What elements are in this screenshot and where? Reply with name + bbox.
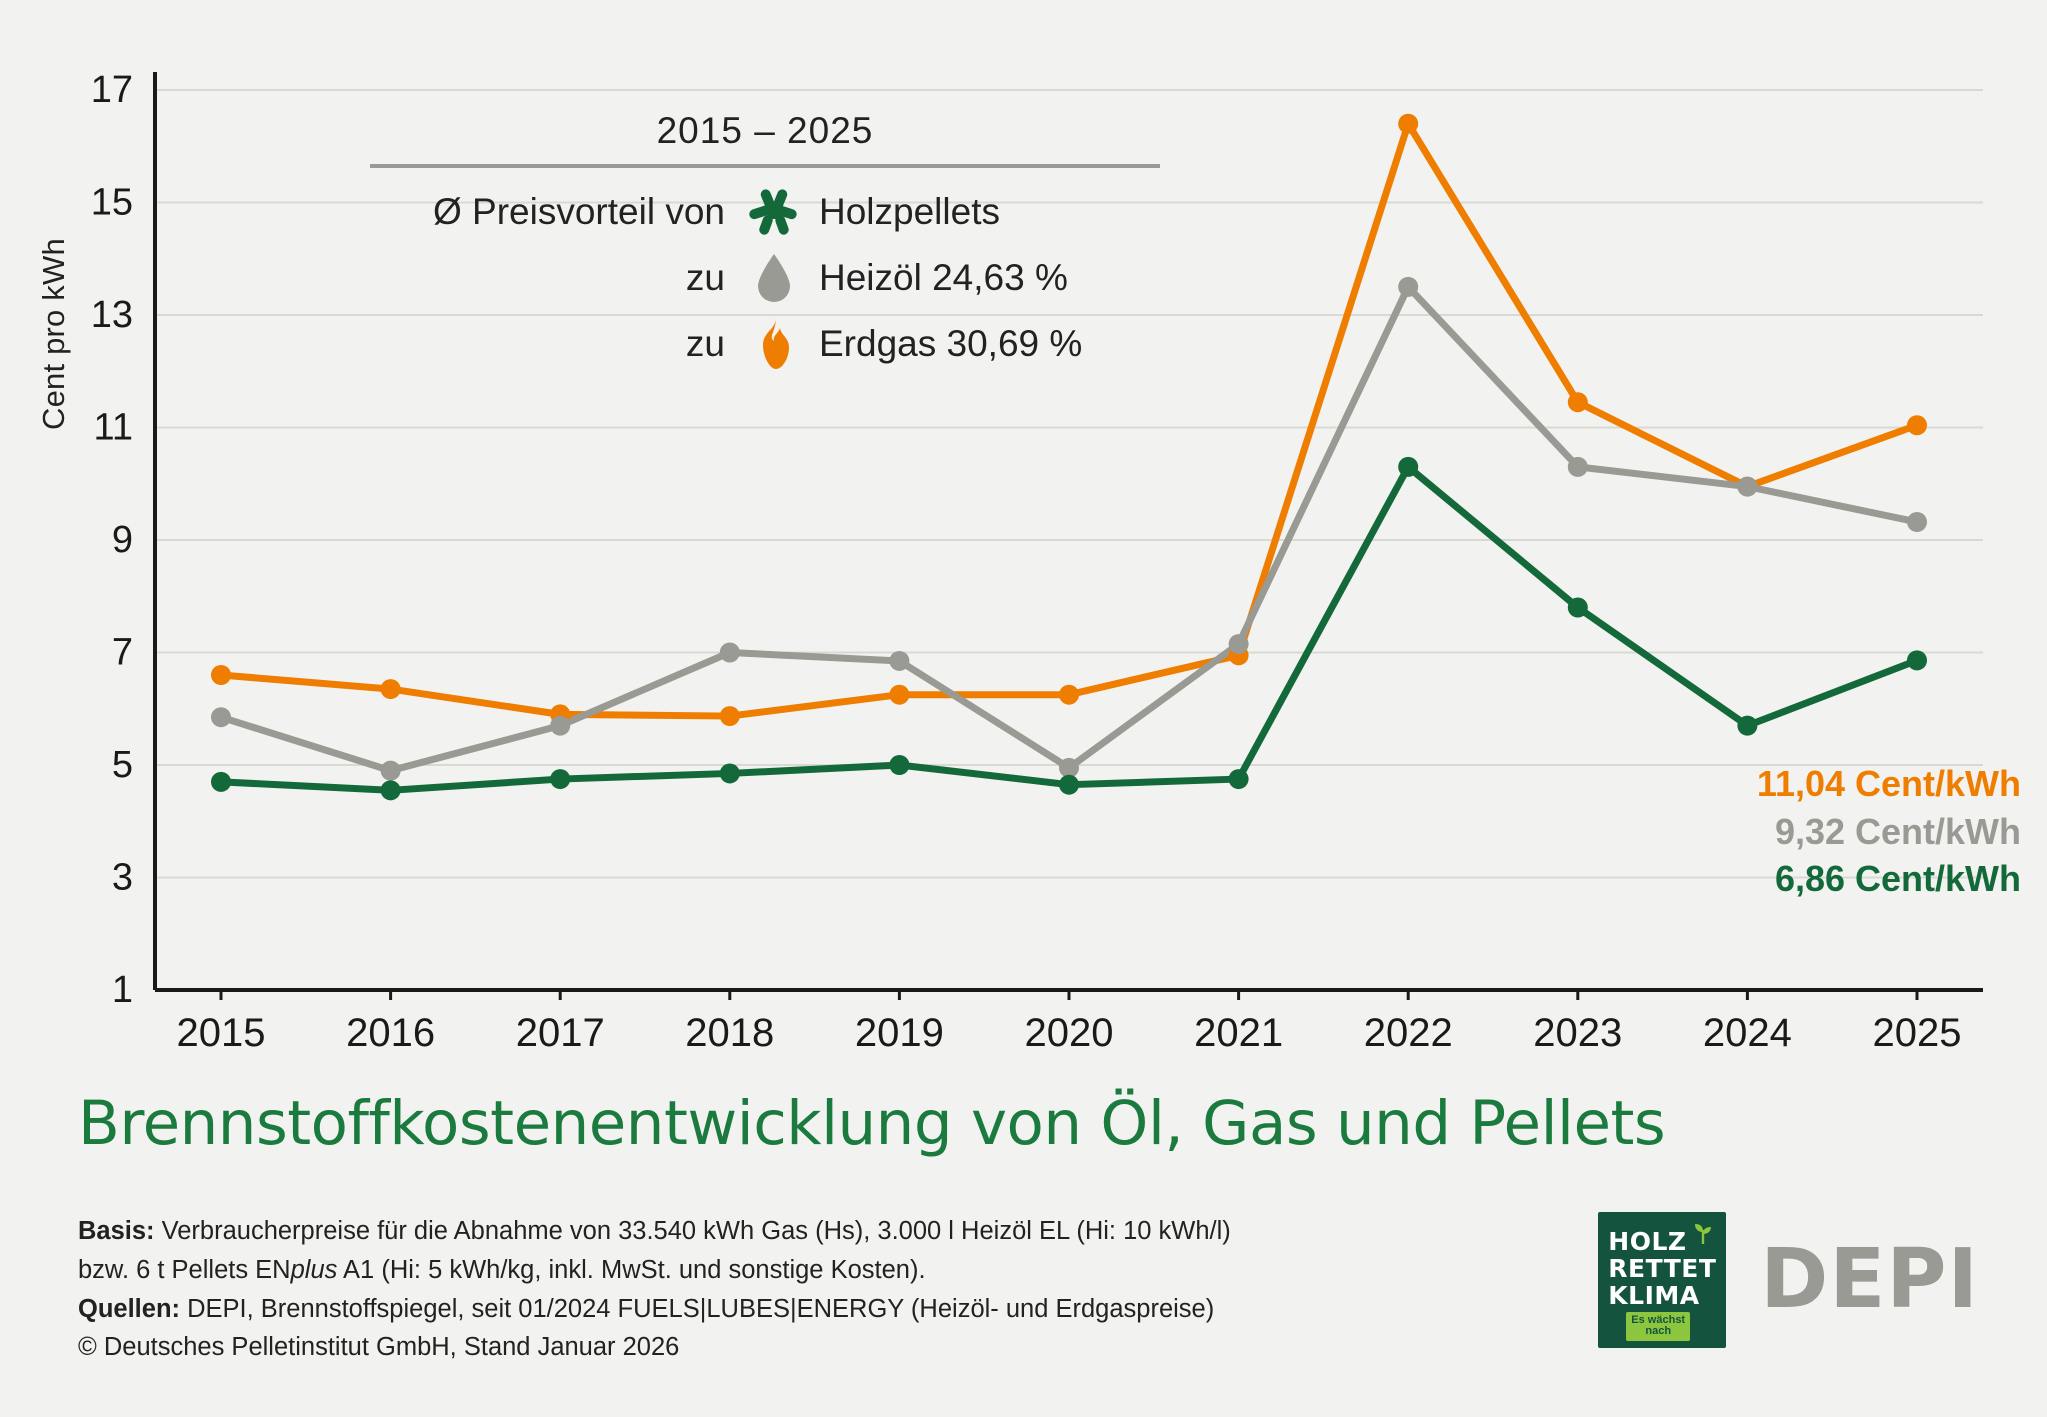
- end-label-pellets: 6,86 Cent/kWh: [1774, 858, 2021, 900]
- depi-logo: [1760, 1232, 1983, 1328]
- footnote-basis-text2b: A1 (Hi: 5 kWh/kg, inkl. MwSt. und sonstige Kosten).: [337, 1255, 926, 1284]
- y-tick-label: 5: [111, 744, 133, 786]
- x-tick-label: 2021: [1194, 1011, 1284, 1055]
- end-value-labels: [1757, 760, 2021, 903]
- data-point: [1568, 392, 1588, 412]
- footnote-quellen-label: Quellen:: [78, 1294, 181, 1323]
- y-tick-label: 3: [111, 856, 133, 899]
- legend-row-oil-label: Heizöl 24,63 %: [819, 257, 1068, 298]
- data-point: [1059, 685, 1079, 705]
- data-point: [381, 761, 401, 781]
- footnote-basis-text2a: bzw. 6 t Pellets EN: [78, 1255, 291, 1284]
- y-tick-label: 11: [93, 406, 133, 449]
- holz-logo-line1: HOLZ: [1608, 1227, 1687, 1256]
- legend-row-gas-prefix: zu: [685, 323, 725, 364]
- x-tick-label: 2019: [854, 1011, 944, 1055]
- data-point: [1907, 512, 1927, 532]
- data-point: [381, 780, 401, 800]
- footnote-copyright: © Deutsches Pelletinstitut GmbH, Stand Januar 2026: [78, 1333, 680, 1362]
- logo-row: [1598, 1212, 1983, 1348]
- chart-legend: [370, 110, 1160, 384]
- holz-rettet-klima-logo: [1598, 1212, 1726, 1348]
- data-point: [1398, 277, 1418, 297]
- footnote-basis-text1: Verbraucherpreise für die Abnahme von 33.540 kWh Gas (Hs), 3.000 l Heizöl EL (Hi: 10 kWh/l): [154, 1217, 1231, 1245]
- data-point: [1737, 477, 1757, 497]
- pellets-icon: [743, 186, 805, 238]
- x-tick-label: 2020: [1024, 1011, 1114, 1055]
- holz-logo-badge-line2: nach: [1645, 1325, 1672, 1338]
- data-point: [1568, 457, 1588, 477]
- footnote-quellen: [78, 1290, 1231, 1329]
- y-tick-label: 9: [111, 519, 133, 561]
- x-tick-label: 2015: [176, 1011, 266, 1055]
- data-point: [889, 651, 909, 671]
- data-point: [720, 643, 740, 663]
- footnote-basis-line1: [78, 1212, 1231, 1251]
- data-point: [381, 679, 401, 699]
- y-tick-label: 1: [111, 969, 133, 1011]
- legend-row-oil-prefix: zu: [685, 257, 725, 298]
- data-point: [550, 716, 570, 736]
- legend-row-pellets-label: Holzpellets: [819, 191, 1000, 232]
- legend-divider: [370, 164, 1160, 168]
- data-point: [1398, 457, 1418, 477]
- depi-logo-text: DEPI: [1760, 1232, 1979, 1328]
- holz-logo-badge: [1626, 1312, 1690, 1341]
- data-point: [211, 665, 231, 685]
- data-point: [1907, 650, 1927, 670]
- data-point: [550, 769, 570, 789]
- data-point: [211, 707, 231, 727]
- data-point: [1907, 415, 1927, 435]
- x-tick-label: 2025: [1872, 1011, 1962, 1055]
- x-tick-label: 2023: [1533, 1011, 1623, 1055]
- y-tick-label: 15: [90, 181, 133, 224]
- footnote-basis-line2: [78, 1251, 1231, 1290]
- legend-row-pellets-prefix: Ø Preisvorteil von: [433, 191, 725, 232]
- holz-logo-text: [1608, 1228, 1716, 1309]
- x-tick-label: 2024: [1702, 1011, 1792, 1055]
- series-line-holzpellets: [221, 467, 1917, 790]
- legend-row-pellets: [370, 186, 1160, 238]
- x-tick-label: 2022: [1363, 1011, 1453, 1055]
- data-point: [720, 706, 740, 726]
- holz-logo-line3: KLIMA: [1608, 1281, 1700, 1310]
- data-point: [720, 763, 740, 783]
- data-point: [1229, 769, 1249, 789]
- holz-logo-line2: RETTET: [1608, 1254, 1717, 1283]
- y-axis-label: Cent pro kWh: [36, 238, 71, 430]
- legend-period: 2015 – 2025: [656, 110, 874, 151]
- oil-drop-icon: [743, 252, 805, 304]
- data-point: [1059, 775, 1079, 795]
- y-tick-label: 7: [111, 631, 133, 674]
- end-label-oil: 9,32 Cent/kWh: [1774, 810, 2021, 852]
- data-point: [1737, 716, 1757, 736]
- footnote-basis-enplus: plus: [290, 1255, 338, 1284]
- legend-row-gas: [370, 318, 1160, 370]
- data-point: [211, 772, 231, 792]
- x-tick-label: 2016: [346, 1011, 436, 1055]
- page-title: Brennstoffkostenentwicklung von Öl, Gas und Pellets: [78, 1088, 1666, 1159]
- data-point: [1568, 598, 1588, 618]
- y-tick-label: 17: [90, 69, 133, 111]
- end-label-gas: 11,04 Cent/kWh: [1756, 763, 2021, 804]
- footnote-quellen-text: DEPI, Brennstoffspiegel, seit 01/2024 FUELS|LUBES|ENERGY (Heizöl- und Erdgaspreise): [180, 1294, 1215, 1323]
- legend-row-oil: [370, 252, 1160, 304]
- flame-icon: [743, 317, 805, 371]
- legend-row-gas-label: Erdgas 30,69 %: [819, 323, 1083, 364]
- data-point: [1229, 634, 1249, 654]
- x-tick-label: 2017: [515, 1011, 605, 1055]
- holz-logo-badge-line1: Es wächst: [1631, 1313, 1686, 1326]
- data-point: [1398, 114, 1418, 134]
- data-point: [889, 685, 909, 705]
- footnotes: [78, 1212, 1231, 1367]
- footnote-basis-label: Basis:: [78, 1217, 155, 1245]
- y-tick-label: 13: [90, 294, 133, 336]
- data-point: [889, 755, 909, 775]
- x-tick-label: 2018: [685, 1011, 775, 1055]
